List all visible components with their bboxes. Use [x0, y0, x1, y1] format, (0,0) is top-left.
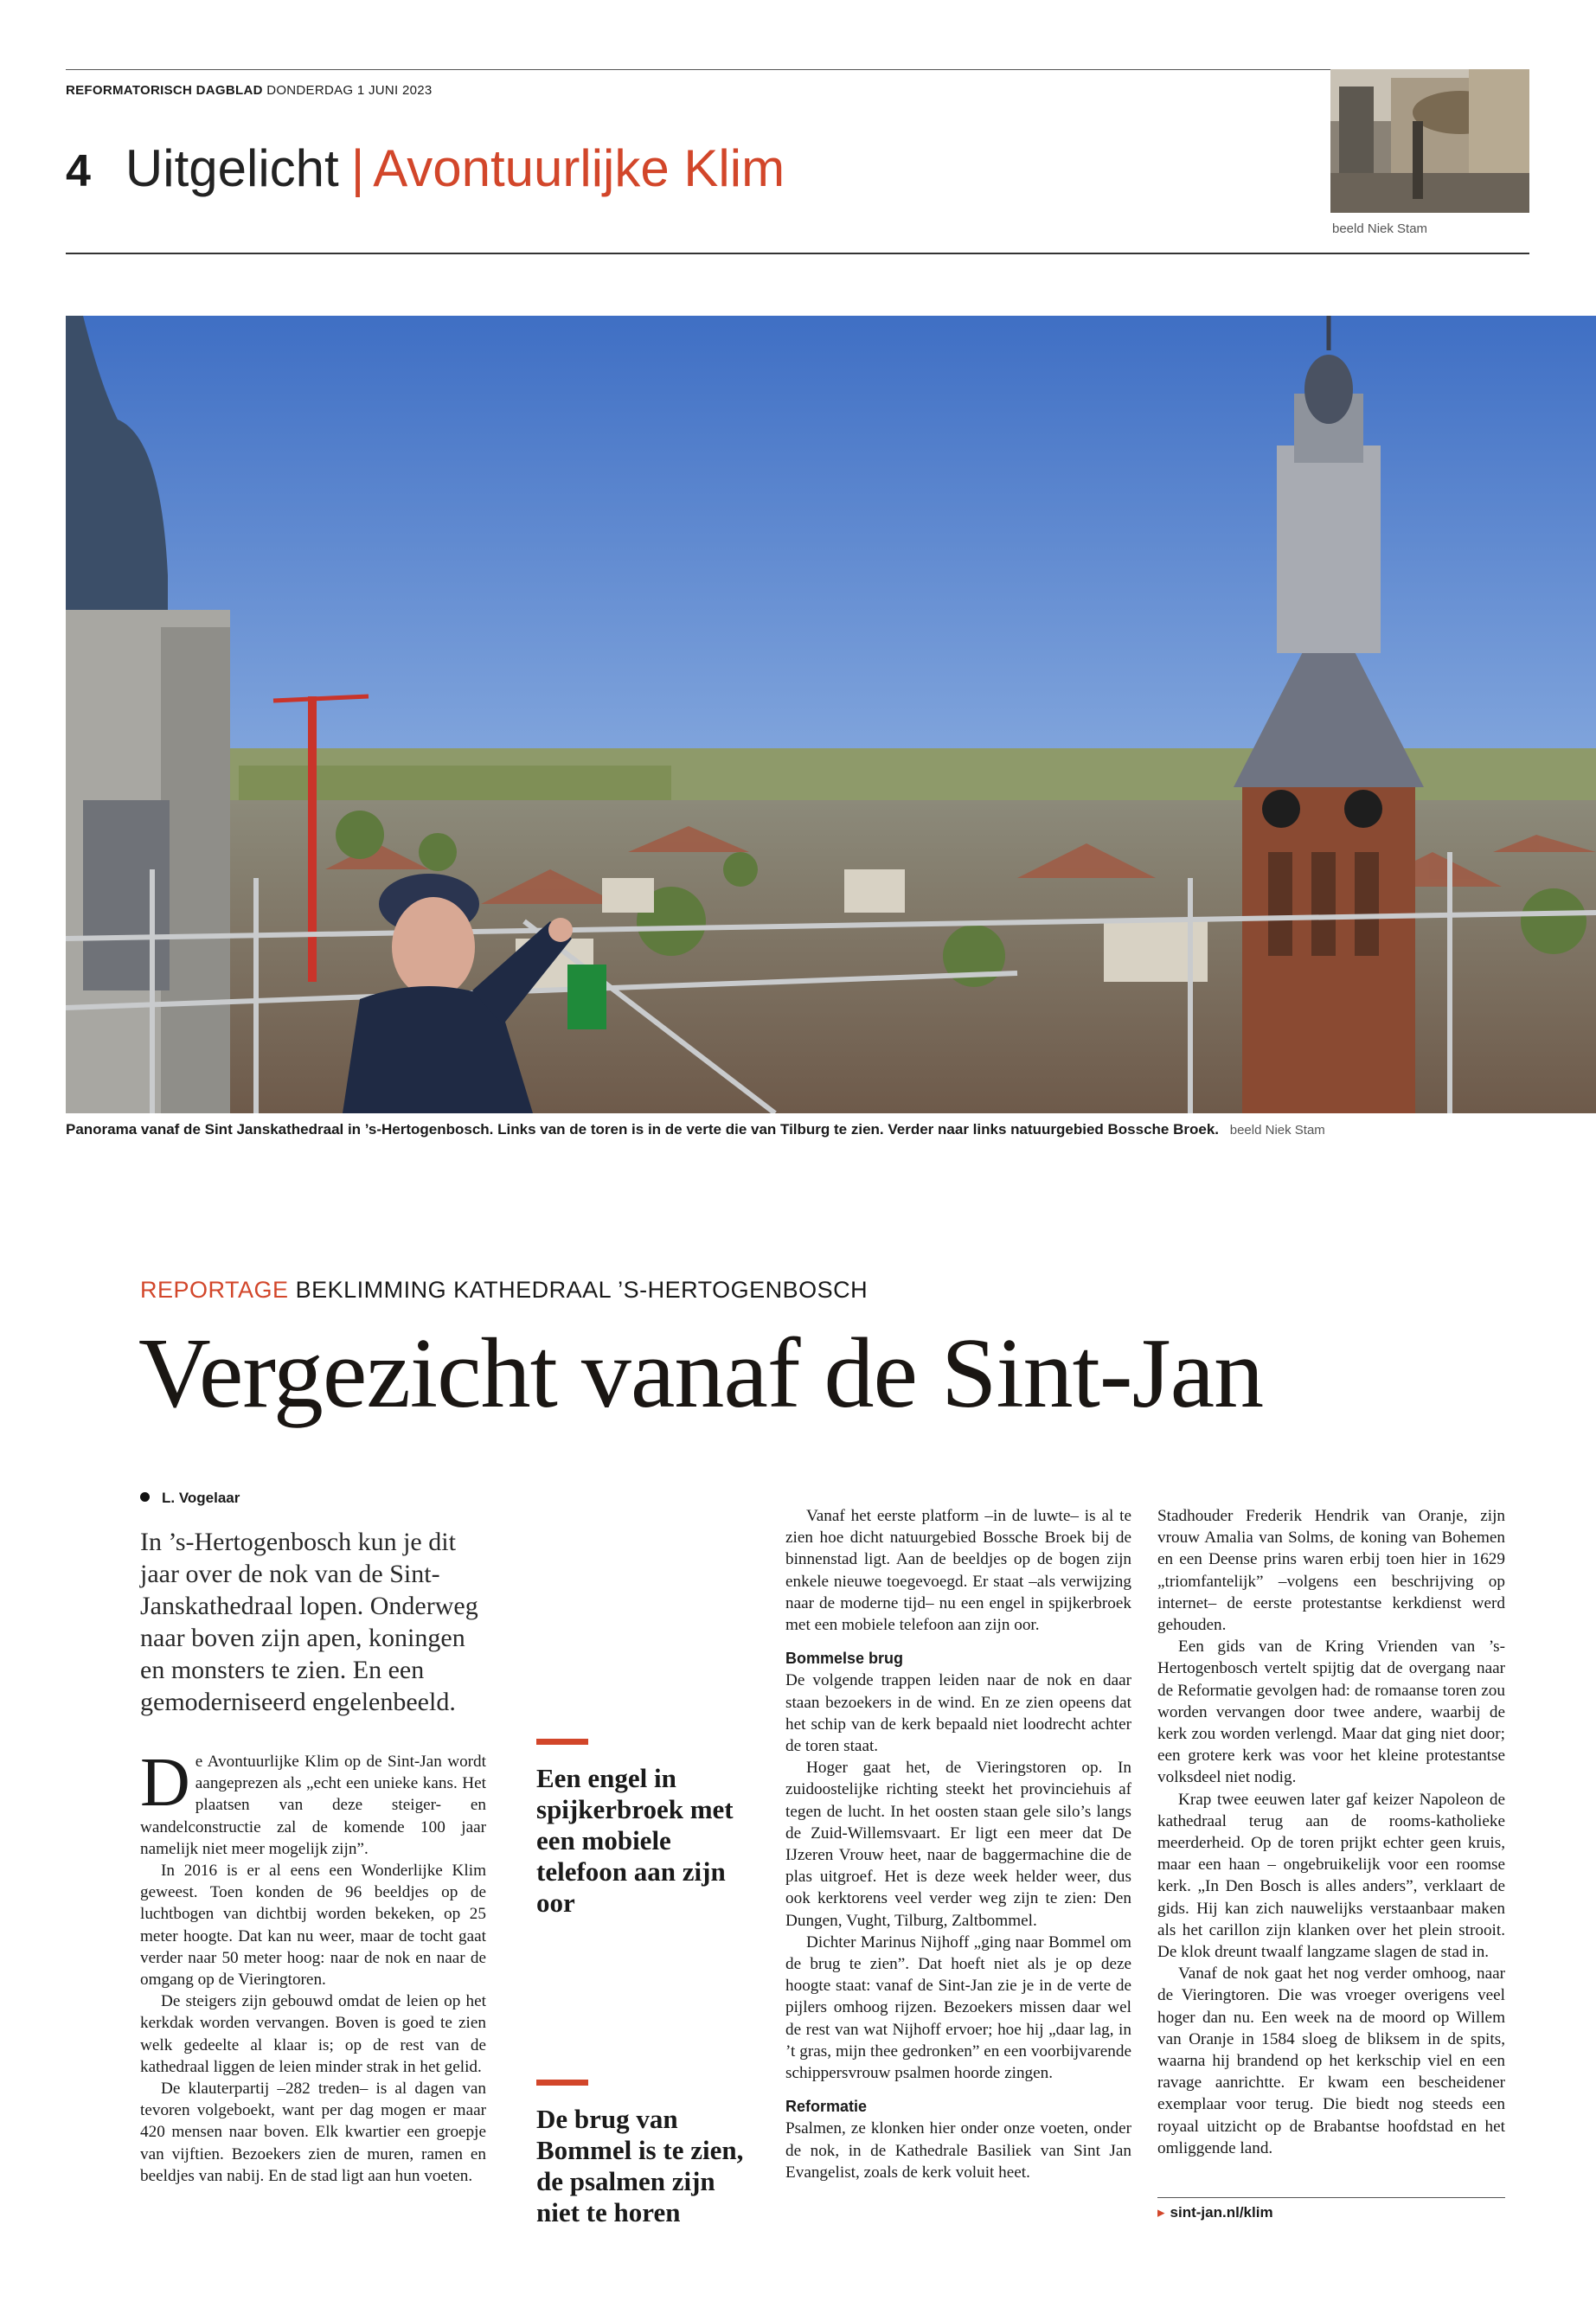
paragraph: Vanaf de nok gaat het nog verder omhoog, naar de Vieringtoren. Die was vroeger overigens veel hoger dan nu. Een week na de moord op Willem van Oranje in 1584 sloeg de bliksem in de spits, waarna hij brandend op het kerkschip viel en een ravage aanrichtte. Er kwam een bescheidener exemplaar voor terug. Die biedt nog steeds een royaal uitzicht op de Brabantse hoofdstad en het omliggende land.: [1157, 1965, 1505, 2157]
masthead-top-rule: [66, 69, 1529, 70]
link-rule: [1157, 2197, 1505, 2198]
paragraph: Psalmen, ze klonken hier onder onze voeten, onder de nok, in de Kathedrale Basiliek van Sint Jan Evangelist, zoals de kerk voluit heet.: [785, 2119, 1131, 2182]
paragraph: Een gids van de Kring Vrienden van ’s-Hertogenbosch vertelt spijtig dat de overgang naar de Reformatie gevolgen had: de romaanse toren zou worden vervangen door twee andere, waarbij de kerk zou worden verlengd. Maar dat ging niet door; een grotere kerk was voor het kleine protestantse volksdeel niet nodig.: [1157, 1638, 1505, 1787]
column-1: [140, 1745, 486, 2187]
issue-date: DONDERDAG 1 JUNI 2023: [266, 83, 433, 98]
caption-credit: beeld Niek Stam: [1229, 1123, 1325, 1138]
paragraph: Hoger gaat het, de Vieringstoren op. In zuidoostelijke richting steekt het provinciehuis af tegen de lucht. In het oosten staan gele silo’s langs de Zuid-Willemsvaart. Er ligt een meer dat De IJzeren Vrouw heet, naar de baggermachine die de plas uitgroef. Het is deze week helder weer, dus ook kerktorens veel verder weg zijn te zien: Den Dungen, Vught, Tilburg, Zaltbommel.: [785, 1759, 1131, 1930]
paragraph: [140, 1745, 486, 1860]
pull-quote-bar: [536, 1739, 588, 1745]
article-intro: In ’s-Hertogenbosch kun je dit jaar over de nok van de Sint-Janskathedraal lopen. Onderweg naar boven zijn apen, koningen en monsters te zien. En een gemoderniseerd engelenbeeld.: [140, 1528, 478, 1716]
section-topic: Avontuurlijke Klim: [373, 139, 785, 197]
masthead-bottom-rule: [66, 253, 1529, 254]
panorama-photo: [66, 316, 1596, 1113]
paragraph: De klauterpartij –282 treden– is al dagen van tevoren volgeboekt, want per dag mogen er maar 420 mensen naar boven. Elk kwartier een groepje van vijftien. Bezoekers zien de muren, ramen en beeldjes van nabij. En de stad ligt aan hun voeten.: [140, 2080, 486, 2185]
article-kicker: [140, 1277, 868, 1304]
thumbnail-credit: beeld Niek Stam: [1332, 221, 1428, 236]
subheading: Bommelse brug: [785, 1650, 904, 1668]
paragraph: De steigers zijn gebouwd omdat de leien op het kerkdak worden vervangen. Boven is goed te zien welk gedeelte al klaar is; op de rest van de kathedraal liggen de leien minder strak in het gelid.: [140, 1992, 486, 2076]
arrow-right-icon: ▸: [1157, 2204, 1165, 2221]
byline: [140, 1490, 240, 1507]
paragraph: Krap twee eeuwen later gaf keizer Napoleon de kathedraal terug aan de rooms-katholieke meerderheid. Op de toren prijkt echter geen kruis, maar een haan – ongebruikelijk voor een roomse kerk. „In Den Bosch is alles anders”, verklaart de gids. Hij kan zich nauwelijks verstaanbaar maken als het carillon zijn klanken over het plein strooit. De klok dreunt twaalf langzame slagen de stad in.: [1157, 1790, 1505, 1962]
paragraph: In 2016 is er al eens een Wonderlijke Klim geweest. Toen konden de 96 beeldjes op de luchtbogen van dichtbij worden bekeken, op 25 meter hoogte. Dat kan nu weer, maar de tocht gaat verder naar 50 meter hoog: naar de nok en naar de omgang op de Vieringtoren.: [140, 1862, 486, 1990]
page-number: 4: [66, 146, 91, 196]
caption-text: Panorama vanaf de Sint Janskathedraal in ’s-Hertogenbosch. Links van de toren is in de verte die van Tilburg te zien. Verder naar links natuurgebied Bossche Broek.: [66, 1121, 1220, 1138]
pull-quote-bar: [536, 2080, 588, 2086]
paper-name: REFORMATORISCH DAGBLAD: [66, 83, 263, 98]
pull-quote: De brug van Bommel is te zien, de psalmen zijn niet te horen: [536, 2104, 744, 2227]
paragraph: Vanaf het eerste platform –in de luwte– is al te zien hoe dicht natuurgebied Bossche Broek bij de binnenstad ligt. Aan de beeldjes op de bogen zijn enkele nieuwe toegevoegd. Er staat –als verwijzing naar de moderne tijd– nu een engel in spijkerbroek met een mobiele telefoon aan zijn oor.: [785, 1507, 1131, 1635]
kicker-text: BEKLIMMING KATHEDRAAL ’S-HERTOGENBOSCH: [295, 1277, 869, 1303]
paragraph: Stadhouder Frederik Hendrik van Oranje, zijn vrouw Amalia van Solms, de koning van Bohemen en een Deense prins waren erbij toen hier in 1629 „triomfantelijk” –volgens een beschrijving op internet– de eerste protestantse kerkdienst werd gehouden.: [1157, 1507, 1505, 1635]
pull-quote: Een engel in spijkerbroek met een mobiele telefoon aan zijn oor: [536, 1763, 734, 1918]
column-3: [785, 1505, 1131, 2183]
subheading: Reformatie: [785, 2098, 868, 2116]
column-4: [1157, 1505, 1505, 2159]
web-link-text[interactable]: sint-jan.nl/klim: [1170, 2204, 1273, 2221]
section-separator: |: [350, 139, 365, 197]
web-link[interactable]: [1157, 2204, 1273, 2221]
drop-cap: D: [140, 1745, 190, 1821]
section-header: [66, 139, 785, 197]
section-name: Uitgelicht: [125, 139, 339, 197]
dateline: [66, 83, 433, 98]
paragraph-text: e Avontuurlijke Klim op de Sint-Jan wordt aangeprezen als „echt een unieke kans. Het plaatsen van deze steiger- en wandelconstructie zal de komende 100 jaar namelijk niet meer mogelijk zijn”.: [140, 1753, 486, 1858]
paragraph: De volgende trappen leiden naar de nok en daar staan bezoekers in de wind. En ze zien opeens dat het schip van de kerk bepaald niet loodrecht achter de toren staat.: [785, 1671, 1131, 1756]
headline: Vergezicht vanaf de Sint-Jan: [138, 1318, 1264, 1429]
kicker-label: REPORTAGE: [140, 1277, 289, 1303]
thumbnail-photo: [1330, 69, 1529, 213]
author-name: L. Vogelaar: [162, 1490, 240, 1506]
paragraph: Dichter Marinus Nijhoff „ging naar Bommel om de brug te zien”. Dat hoeft niet als je op deze hoogte staat: vanaf de Sint-Jan zie je in de verte de pijlers omhoog rijzen. Bezoekers missen daar wel de rest van wat Nijhoff ervoer; hoe hij „daar lag, in ’t gras, mijn thee gedronken” en een voorbijvarende schippersvrouw psalmen hoorde zingen.: [785, 1932, 1131, 2083]
byline-bullet-icon: [140, 1492, 150, 1502]
photo-caption: [66, 1121, 1536, 1138]
